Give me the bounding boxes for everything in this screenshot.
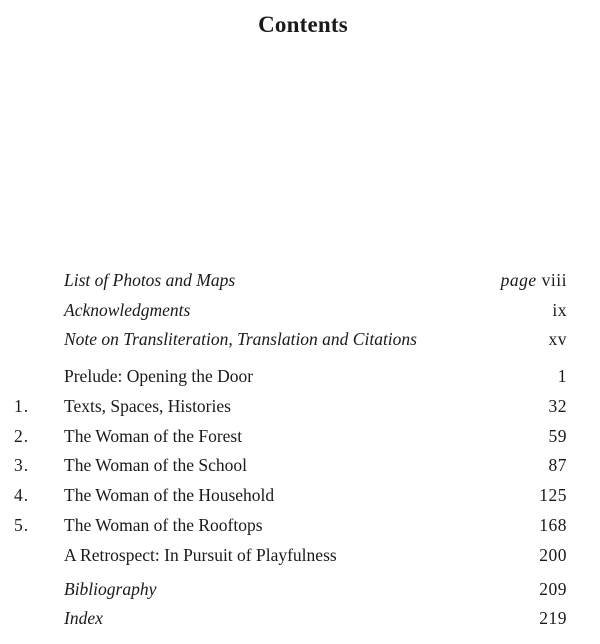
page-title: Contents — [258, 12, 348, 37]
toc-entry-page: 32 — [548, 396, 567, 416]
toc-entry-title: Bibliography — [64, 579, 157, 599]
toc-entry-title: The Woman of the Household — [64, 485, 275, 505]
toc-entry-title: The Woman of the Rooftops — [64, 515, 263, 535]
toc-entry-retrospect[interactable] — [0, 543, 600, 567]
toc-entry-page: 200 — [539, 545, 567, 565]
toc-entry-page: ix — [552, 300, 567, 320]
toc-entry-page — [501, 268, 567, 292]
toc-entry-page: 59 — [548, 426, 567, 446]
toc-entry-chapter-5[interactable] — [0, 513, 600, 537]
toc-entry-page: 87 — [548, 455, 567, 475]
toc-entry-page: 219 — [539, 608, 567, 628]
toc-entry-number: 1. — [14, 396, 30, 416]
toc-entry-note-on-transliteration[interactable] — [0, 327, 600, 351]
toc-entry-page: 1 — [557, 366, 567, 386]
toc-entry-number: 4. — [14, 485, 30, 505]
toc-entry-title: Texts, Spaces, Histories — [64, 396, 231, 416]
page-number: viii — [541, 270, 567, 290]
toc-entry-page: xv — [548, 329, 567, 349]
toc-entry-page: 125 — [539, 485, 567, 505]
toc-entry-title: Index — [64, 608, 103, 628]
toc-entry-title: The Woman of the School — [64, 455, 247, 475]
toc-entry-bibliography[interactable] — [0, 577, 600, 601]
toc-entry-page: 209 — [539, 579, 567, 599]
toc-entry-title: The Woman of the Forest — [64, 426, 243, 446]
toc-entry-title: Acknowledgments — [64, 300, 191, 320]
toc-entry-number: 2. — [14, 426, 30, 446]
page-prefix: page — [500, 270, 537, 290]
toc-entry-chapter-3[interactable] — [0, 453, 600, 477]
toc-entry-chapter-1[interactable] — [0, 394, 600, 418]
toc-entry-title: A Retrospect: In Pursuit of Playfulness — [64, 545, 337, 565]
toc-entry-prelude[interactable] — [0, 364, 600, 388]
toc-entry-title: Prelude: Opening the Door — [64, 366, 254, 386]
toc-entry-title: Note on Transliteration, Translation and Citations — [64, 329, 417, 349]
toc-entry-title: List of Photos and Maps — [64, 270, 236, 290]
toc-entry-page: 168 — [539, 515, 567, 535]
toc-entry-acknowledgments[interactable] — [0, 298, 600, 322]
toc-entry-chapter-2[interactable] — [0, 424, 600, 448]
toc-entry-chapter-4[interactable] — [0, 483, 600, 507]
toc-entry-index[interactable] — [0, 606, 600, 630]
toc-entry-list-of-photos[interactable] — [0, 268, 600, 292]
toc-entry-number: 3. — [14, 455, 30, 475]
toc-entry-number: 5. — [14, 515, 30, 535]
